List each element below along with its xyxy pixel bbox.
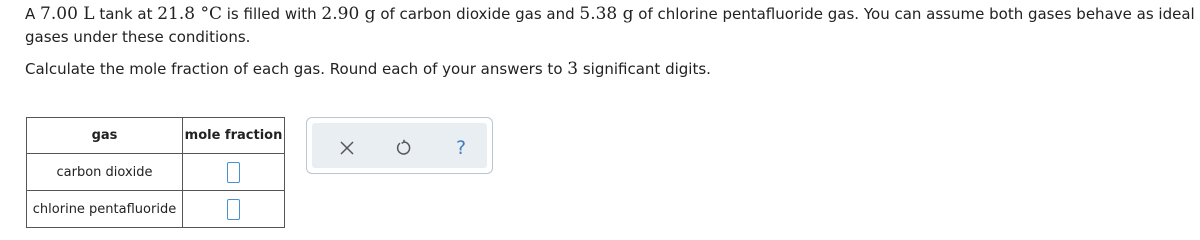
instructions [25,58,711,81]
sigfigs-value: 3 [567,59,579,79]
answer-toolbar [306,117,493,174]
instruction-text: significant digits. [578,60,711,78]
header-gas: gas [27,118,183,154]
problem-statement [25,3,1195,49]
help-icon: ? [455,137,467,159]
toolbar-inner [312,123,487,168]
problem-text: of carbon dioxide gas and [375,5,580,23]
help-button[interactable] [450,137,472,159]
volume-value: 7.00 L [40,4,95,24]
instruction-text: Calculate the mole fraction of each gas. Round each of your answers to [25,60,568,78]
gas-name-chlorine-pentafluoride: chlorine pentafluoride [27,191,183,228]
mole-fraction-cell [183,191,285,228]
mass-co2-value: 2.90 g [321,4,376,24]
problem-text: of chlorine pentafluoride gas. You can assume both gases behave as ideal gases under these conditions. [25,5,1195,46]
mass-clf5-value: 5.38 g [579,4,634,24]
temperature-value: 21.8 °C [157,4,222,24]
mole-fraction-input-clf5[interactable] [227,199,240,220]
table-header-row [27,118,285,154]
clear-button[interactable] [336,137,358,159]
undo-icon [395,139,413,157]
mole-fraction-cell [183,154,285,191]
problem-text: tank at [94,5,158,23]
x-icon [340,141,354,155]
table-row [27,154,285,191]
header-mole-fraction: mole fraction [183,118,285,154]
table-row [27,191,285,228]
problem-text: A [25,5,41,23]
answer-table [26,117,285,228]
gas-name-carbon-dioxide: carbon dioxide [27,154,183,191]
mole-fraction-input-co2[interactable] [227,162,240,183]
undo-button[interactable] [393,137,415,159]
problem-text: is filled with [222,5,322,23]
